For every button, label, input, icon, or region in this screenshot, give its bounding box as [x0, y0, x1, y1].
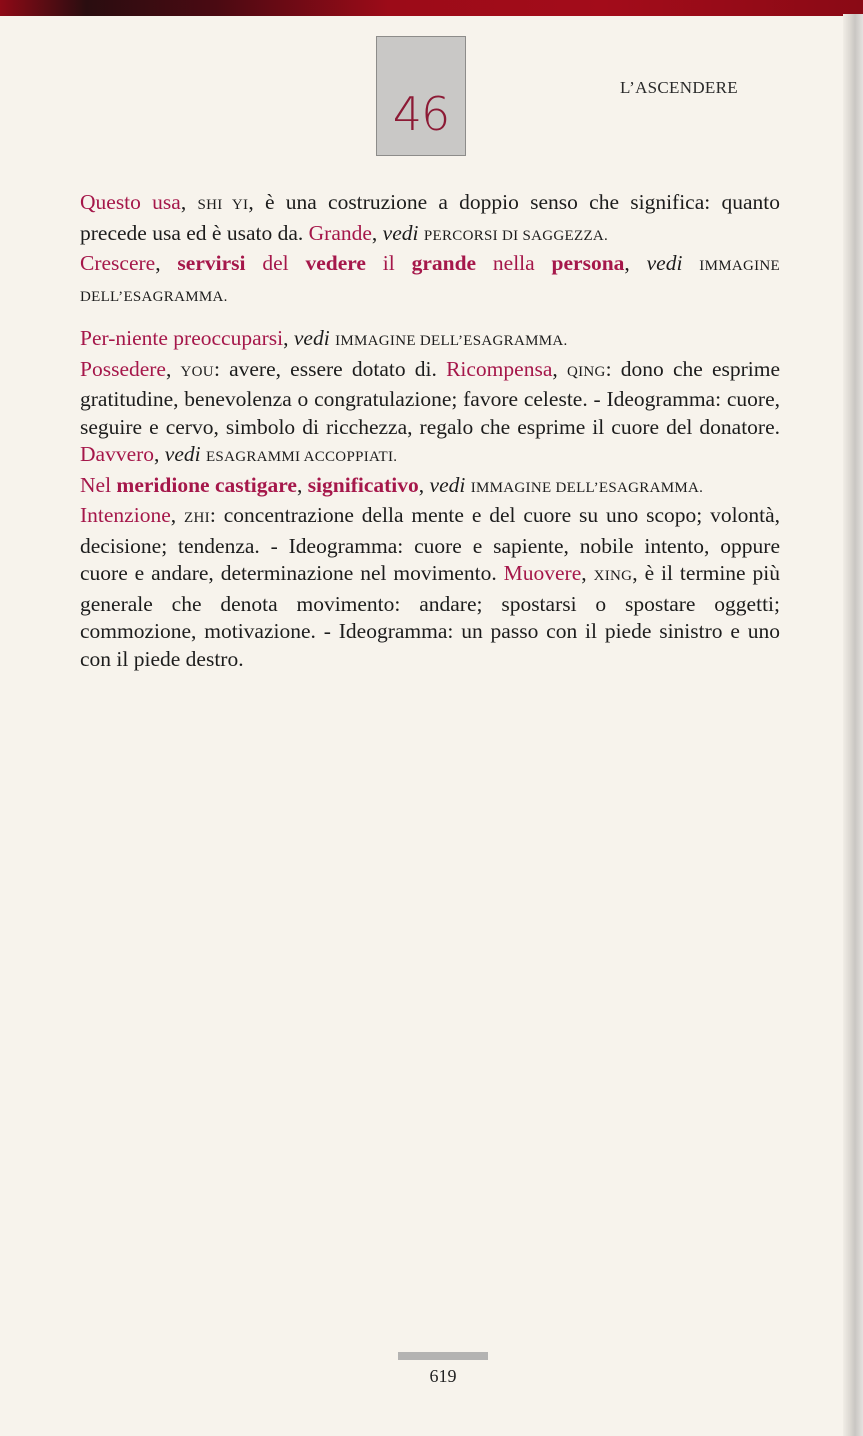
pinyin: QING	[566, 363, 606, 380]
text: ,	[155, 251, 178, 275]
cross-reference: IMMAGINE DELL’ESAGRAMMA.	[80, 258, 781, 305]
term: Crescere	[80, 251, 156, 275]
text: ,	[180, 190, 198, 214]
term: Grande	[308, 220, 372, 245]
term: significativo	[307, 472, 419, 497]
definition-text: , è il termine più generale che denota movimento: andare; spostarsi o spostare oggetti; commozione, motivazione. - Ideogramma: un passo con il piede sinistro e uno con il piede destro.	[80, 561, 781, 671]
entry-intenzione	[80, 502, 780, 673]
text: ,	[165, 356, 181, 381]
page-number: 619	[429, 1366, 457, 1386]
running-head: L’ASCENDERE	[620, 78, 738, 97]
text: del	[245, 251, 306, 275]
definition-text: : concentrazione della mente e del cuore su uno scopo; volontà, decisione; tendenza. - Ideogramma: cuore e sapiente, nobile intento, oppure cuore e andare, determinazione nel movimento.	[80, 503, 781, 585]
text: ,	[581, 561, 594, 585]
term: Muovere	[503, 561, 582, 585]
vedi-label: vedi	[164, 442, 201, 466]
term: vedere	[305, 251, 366, 275]
text: ,	[283, 326, 294, 350]
text: ,	[552, 356, 567, 381]
text: ,	[371, 220, 383, 245]
term: Nel	[80, 472, 112, 497]
entry-questo-usa	[80, 189, 780, 250]
cross-reference: IMMAGINE DELL’ESAGRAMMA.	[335, 333, 568, 349]
definition-text: : avere, essere dotato di.	[213, 356, 447, 381]
entry-possedere	[80, 356, 780, 472]
entry-crescere	[80, 250, 780, 311]
vedi-label: vedi	[646, 251, 683, 275]
text: ,	[624, 251, 647, 275]
pinyin: YOU	[180, 363, 214, 380]
pinyin: XING	[593, 568, 633, 584]
term: Ricompensa	[446, 356, 553, 381]
term: Intenzione	[80, 503, 171, 527]
glossary-text	[80, 189, 780, 673]
text: ,	[154, 442, 165, 466]
text: ,	[296, 472, 308, 497]
term: Davvero	[80, 442, 155, 466]
text	[682, 251, 699, 275]
term: Questo usa	[80, 190, 181, 214]
cross-reference: IMMAGINE DELL’ESAGRAMMA.	[470, 479, 704, 496]
term: grande	[411, 251, 477, 275]
text: il	[365, 251, 412, 275]
term: servirsi	[177, 251, 246, 275]
pinyin: SHI YI	[197, 197, 249, 213]
book-page	[0, 16, 843, 1436]
page-edge	[843, 14, 863, 1436]
term: persona	[551, 251, 625, 275]
entry-nel-meridione	[80, 472, 780, 503]
definition-text: , è una costruzione a doppio senso che significa: quanto precede usa ed è usato da.	[80, 190, 781, 245]
book-cover-edge	[0, 0, 863, 16]
term: Possedere	[80, 356, 166, 381]
vedi-label: vedi	[293, 326, 330, 350]
term: Per-niente preoccuparsi	[80, 326, 284, 350]
vedi-label: vedi	[429, 472, 466, 497]
chapter-tab	[376, 36, 466, 156]
text: ,	[170, 503, 185, 527]
cross-reference: ESAGRAMMI ACCOPPIATI.	[205, 449, 398, 465]
text: ,	[418, 472, 430, 497]
chapter-number: 46	[392, 87, 450, 141]
text: nella	[476, 251, 552, 275]
vedi-label: vedi	[382, 220, 419, 245]
entry-per-niente	[80, 325, 780, 356]
folio-bar	[398, 1352, 488, 1360]
definition-text: : dono che esprime gratitudine, benevolenza o congratulazione; favore celeste. - Ideogramma: cuore, seguire e cervo, simbolo di ricchezza, regalo che esprime il cuore del donatore.	[80, 356, 781, 439]
cross-reference: PERCORSI DI SAGGEZZA.	[423, 227, 609, 244]
term: meridione castigare	[116, 472, 297, 497]
pinyin: ZHI	[184, 510, 210, 526]
